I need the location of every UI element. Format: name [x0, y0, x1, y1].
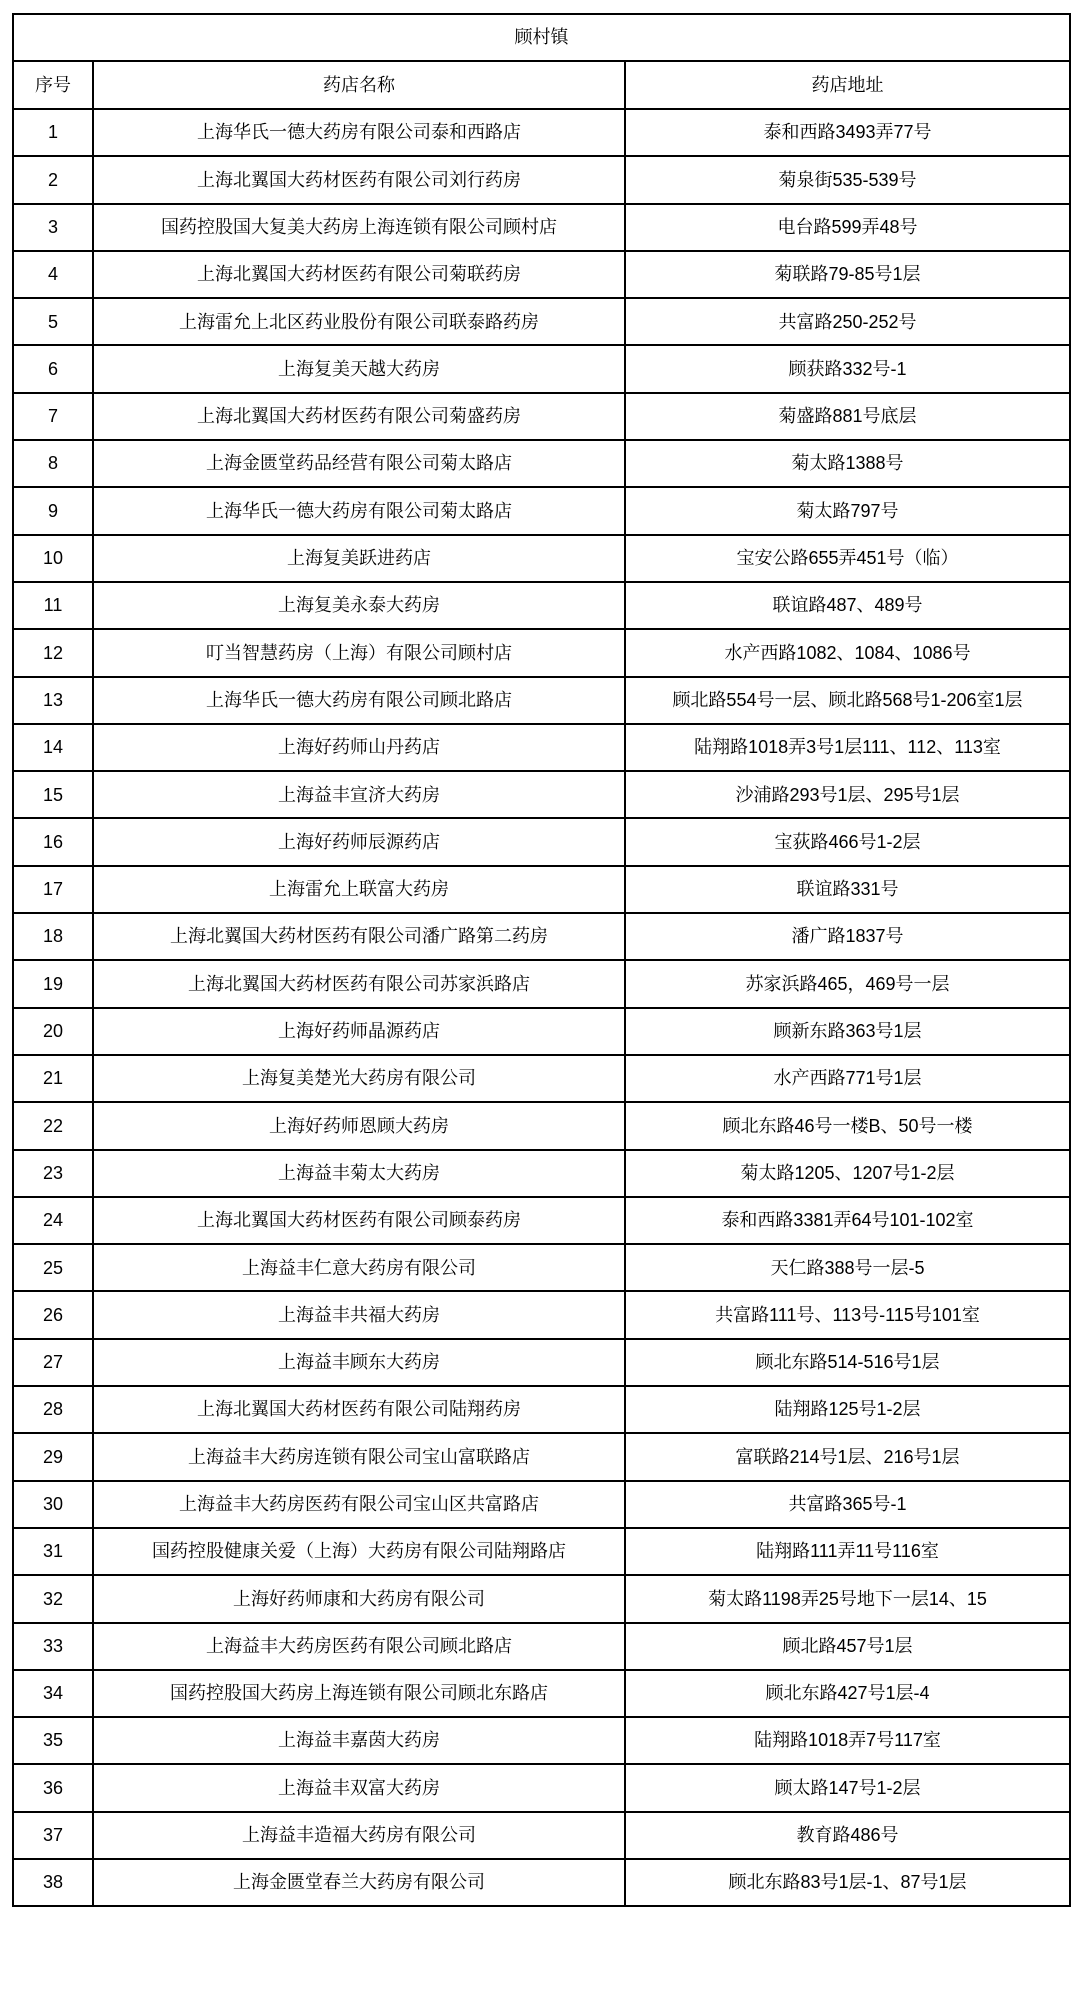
table-row	[13, 913, 1070, 960]
pharmacy-address-cell: 顾北东路46号一楼B、50号一楼	[625, 1102, 1070, 1149]
pharmacy-name-cell: 上海益丰嘉茵大药房	[93, 1717, 625, 1764]
pharmacy-address-cell: 顾北东路514-516号1层	[625, 1339, 1070, 1386]
serial-number-cell: 35	[13, 1717, 93, 1764]
header-pharmacy-address: 药店地址	[625, 61, 1070, 109]
pharmacy-name-cell: 上海好药师辰源药店	[93, 818, 625, 865]
pharmacy-name-cell: 上海复美楚光大药房有限公司	[93, 1055, 625, 1102]
serial-number-cell: 10	[13, 535, 93, 582]
pharmacy-address-cell: 泰和西路3493弄77号	[625, 109, 1070, 156]
pharmacy-address-cell: 顾太路147号1-2层	[625, 1764, 1070, 1811]
pharmacy-name-cell: 上海益丰共福大药房	[93, 1291, 625, 1338]
header-serial-number: 序号	[13, 61, 93, 109]
pharmacy-address-cell: 顾北东路427号1层-4	[625, 1670, 1070, 1717]
table-row	[13, 440, 1070, 487]
pharmacy-name-cell: 上海益丰造福大药房有限公司	[93, 1812, 625, 1859]
pharmacy-address-cell: 陆翔路125号1-2层	[625, 1386, 1070, 1433]
pharmacy-address-cell: 顾北路554号一层、顾北路568号1-206室1层	[625, 677, 1070, 724]
pharmacy-address-cell: 顾北路457号1层	[625, 1623, 1070, 1670]
serial-number-cell: 31	[13, 1528, 93, 1575]
table-row	[13, 298, 1070, 345]
table-row	[13, 345, 1070, 392]
serial-number-cell: 20	[13, 1008, 93, 1055]
table-row	[13, 535, 1070, 582]
table-row	[13, 204, 1070, 251]
pharmacy-name-cell: 上海益丰双富大药房	[93, 1764, 625, 1811]
table-row	[13, 629, 1070, 676]
pharmacy-name-cell: 上海北翼国大药材医药有限公司陆翔药房	[93, 1386, 625, 1433]
pharmacy-address-cell: 共富路111号、113号-115号101室	[625, 1291, 1070, 1338]
table-row	[13, 1528, 1070, 1575]
pharmacy-address-cell: 联谊路487、489号	[625, 582, 1070, 629]
pharmacy-address-cell: 菊太路797号	[625, 487, 1070, 534]
serial-number-cell: 3	[13, 204, 93, 251]
pharmacy-table	[12, 13, 1071, 1907]
pharmacy-address-cell: 菊盛路881号底层	[625, 393, 1070, 440]
serial-number-cell: 17	[13, 866, 93, 913]
pharmacy-name-cell: 上海金匮堂春兰大药房有限公司	[93, 1859, 625, 1906]
serial-number-cell: 27	[13, 1339, 93, 1386]
pharmacy-name-cell: 上海益丰顾东大药房	[93, 1339, 625, 1386]
serial-number-cell: 36	[13, 1764, 93, 1811]
serial-number-cell: 32	[13, 1575, 93, 1622]
pharmacy-name-cell: 上海益丰菊太大药房	[93, 1150, 625, 1197]
serial-number-cell: 23	[13, 1150, 93, 1197]
serial-number-cell: 12	[13, 629, 93, 676]
pharmacy-name-cell: 上海华氏一德大药房有限公司泰和西路店	[93, 109, 625, 156]
pharmacy-name-cell: 上海复美跃进药店	[93, 535, 625, 582]
serial-number-cell: 33	[13, 1623, 93, 1670]
serial-number-cell: 19	[13, 960, 93, 1007]
pharmacy-name-cell: 上海华氏一德大药房有限公司顾北路店	[93, 677, 625, 724]
serial-number-cell: 15	[13, 771, 93, 818]
table-row	[13, 1197, 1070, 1244]
pharmacy-name-cell: 上海金匮堂药品经营有限公司菊太路店	[93, 440, 625, 487]
pharmacy-address-cell: 教育路486号	[625, 1812, 1070, 1859]
pharmacy-address-cell: 菊太路1388号	[625, 440, 1070, 487]
table-row	[13, 582, 1070, 629]
table-row	[13, 960, 1070, 1007]
table-row	[13, 1244, 1070, 1291]
serial-number-cell: 13	[13, 677, 93, 724]
pharmacy-address-cell: 宝安公路655弄451号（临）	[625, 535, 1070, 582]
pharmacy-name-cell: 上海雷允上联富大药房	[93, 866, 625, 913]
pharmacy-name-cell: 上海北翼国大药材医药有限公司顾泰药房	[93, 1197, 625, 1244]
serial-number-cell: 2	[13, 156, 93, 203]
pharmacy-address-cell: 水产西路771号1层	[625, 1055, 1070, 1102]
table-row	[13, 1717, 1070, 1764]
table-row	[13, 1291, 1070, 1338]
table-row	[13, 866, 1070, 913]
pharmacy-name-cell: 国药控股健康关爱（上海）大药房有限公司陆翔路店	[93, 1528, 625, 1575]
serial-number-cell: 16	[13, 818, 93, 865]
serial-number-cell: 5	[13, 298, 93, 345]
serial-number-cell: 14	[13, 724, 93, 771]
table-header-row	[13, 61, 1070, 109]
serial-number-cell: 30	[13, 1481, 93, 1528]
table-row	[13, 1102, 1070, 1149]
pharmacy-name-cell: 上海好药师恩顾大药房	[93, 1102, 625, 1149]
pharmacy-address-cell: 菊联路79-85号1层	[625, 251, 1070, 298]
pharmacy-name-cell: 上海好药师山丹药店	[93, 724, 625, 771]
serial-number-cell: 11	[13, 582, 93, 629]
pharmacy-address-cell: 顾北东路83号1层-1、87号1层	[625, 1859, 1070, 1906]
table-row	[13, 1670, 1070, 1717]
pharmacy-name-cell: 上海益丰大药房连锁有限公司宝山富联路店	[93, 1433, 625, 1480]
serial-number-cell: 24	[13, 1197, 93, 1244]
table-row	[13, 1623, 1070, 1670]
pharmacy-address-cell: 富联路214号1层、216号1层	[625, 1433, 1070, 1480]
serial-number-cell: 18	[13, 913, 93, 960]
table-row	[13, 724, 1070, 771]
table-row	[13, 109, 1070, 156]
pharmacy-name-cell: 上海复美天越大药房	[93, 345, 625, 392]
table-row	[13, 1859, 1070, 1906]
table-row	[13, 1575, 1070, 1622]
pharmacy-name-cell: 上海好药师晶源药店	[93, 1008, 625, 1055]
table-row	[13, 1433, 1070, 1480]
pharmacy-name-cell: 上海雷允上北区药业股份有限公司联泰路药房	[93, 298, 625, 345]
table-row	[13, 1481, 1070, 1528]
pharmacy-name-cell: 上海复美永泰大药房	[93, 582, 625, 629]
pharmacy-address-cell: 电台路599弄48号	[625, 204, 1070, 251]
pharmacy-address-cell: 顾新东路363号1层	[625, 1008, 1070, 1055]
pharmacy-name-cell: 上海益丰仁意大药房有限公司	[93, 1244, 625, 1291]
serial-number-cell: 29	[13, 1433, 93, 1480]
pharmacy-address-cell: 菊太路1198弄25号地下一层14、15	[625, 1575, 1070, 1622]
table-row	[13, 1150, 1070, 1197]
table-row	[13, 1055, 1070, 1102]
pharmacy-address-cell: 共富路250-252号	[625, 298, 1070, 345]
serial-number-cell: 37	[13, 1812, 93, 1859]
pharmacy-name-cell: 上海北翼国大药材医药有限公司刘行药房	[93, 156, 625, 203]
pharmacy-name-cell: 上海益丰宣济大药房	[93, 771, 625, 818]
table-row	[13, 1812, 1070, 1859]
serial-number-cell: 6	[13, 345, 93, 392]
pharmacy-name-cell: 上海华氏一德大药房有限公司菊太路店	[93, 487, 625, 534]
table-row	[13, 1764, 1070, 1811]
serial-number-cell: 22	[13, 1102, 93, 1149]
pharmacy-name-cell: 上海北翼国大药材医药有限公司潘广路第二药房	[93, 913, 625, 960]
table-row	[13, 1339, 1070, 1386]
pharmacy-name-cell: 上海益丰大药房医药有限公司顾北路店	[93, 1623, 625, 1670]
pharmacy-address-cell: 苏家浜路465，469号一层	[625, 960, 1070, 1007]
pharmacy-address-cell: 顾获路332号-1	[625, 345, 1070, 392]
serial-number-cell: 4	[13, 251, 93, 298]
table-row	[13, 251, 1070, 298]
serial-number-cell: 21	[13, 1055, 93, 1102]
pharmacy-address-cell: 沙浦路293号1层、295号1层	[625, 771, 1070, 818]
pharmacy-address-cell: 菊泉街535-539号	[625, 156, 1070, 203]
pharmacy-address-cell: 共富路365号-1	[625, 1481, 1070, 1528]
table-row	[13, 156, 1070, 203]
pharmacy-address-cell: 陆翔路1018弄3号1层111、112、113室	[625, 724, 1070, 771]
pharmacy-address-cell: 菊太路1205、1207号1-2层	[625, 1150, 1070, 1197]
serial-number-cell: 25	[13, 1244, 93, 1291]
table-row	[13, 771, 1070, 818]
table-row	[13, 1008, 1070, 1055]
pharmacy-address-cell: 陆翔路1018弄7号117室	[625, 1717, 1070, 1764]
serial-number-cell: 9	[13, 487, 93, 534]
pharmacy-address-cell: 潘广路1837号	[625, 913, 1070, 960]
pharmacy-name-cell: 叮当智慧药房（上海）有限公司顾村店	[93, 629, 625, 676]
pharmacy-name-cell: 国药控股国大药房上海连锁有限公司顾北东路店	[93, 1670, 625, 1717]
pharmacy-address-cell: 宝荻路466号1-2层	[625, 818, 1070, 865]
table-title-row	[13, 14, 1070, 61]
pharmacy-name-cell: 上海好药师康和大药房有限公司	[93, 1575, 625, 1622]
serial-number-cell: 8	[13, 440, 93, 487]
pharmacy-address-cell: 泰和西路3381弄64号101-102室	[625, 1197, 1070, 1244]
table-row	[13, 677, 1070, 724]
pharmacy-address-cell: 天仁路388号一层-5	[625, 1244, 1070, 1291]
table-body	[13, 109, 1070, 1906]
serial-number-cell: 34	[13, 1670, 93, 1717]
table-row	[13, 818, 1070, 865]
serial-number-cell: 28	[13, 1386, 93, 1433]
table-row	[13, 393, 1070, 440]
serial-number-cell: 7	[13, 393, 93, 440]
pharmacy-name-cell: 上海北翼国大药材医药有限公司菊联药房	[93, 251, 625, 298]
pharmacy-name-cell: 上海北翼国大药材医药有限公司菊盛药房	[93, 393, 625, 440]
header-pharmacy-name: 药店名称	[93, 61, 625, 109]
table-row	[13, 487, 1070, 534]
pharmacy-address-cell: 陆翔路111弄11号116室	[625, 1528, 1070, 1575]
pharmacy-address-cell: 联谊路331号	[625, 866, 1070, 913]
pharmacy-name-cell: 国药控股国大复美大药房上海连锁有限公司顾村店	[93, 204, 625, 251]
serial-number-cell: 26	[13, 1291, 93, 1338]
pharmacy-name-cell: 上海北翼国大药材医药有限公司苏家浜路店	[93, 960, 625, 1007]
serial-number-cell: 1	[13, 109, 93, 156]
serial-number-cell: 38	[13, 1859, 93, 1906]
table-row	[13, 1386, 1070, 1433]
pharmacy-address-cell: 水产西路1082、1084、1086号	[625, 629, 1070, 676]
table-title: 顾村镇	[13, 14, 1070, 61]
pharmacy-name-cell: 上海益丰大药房医药有限公司宝山区共富路店	[93, 1481, 625, 1528]
